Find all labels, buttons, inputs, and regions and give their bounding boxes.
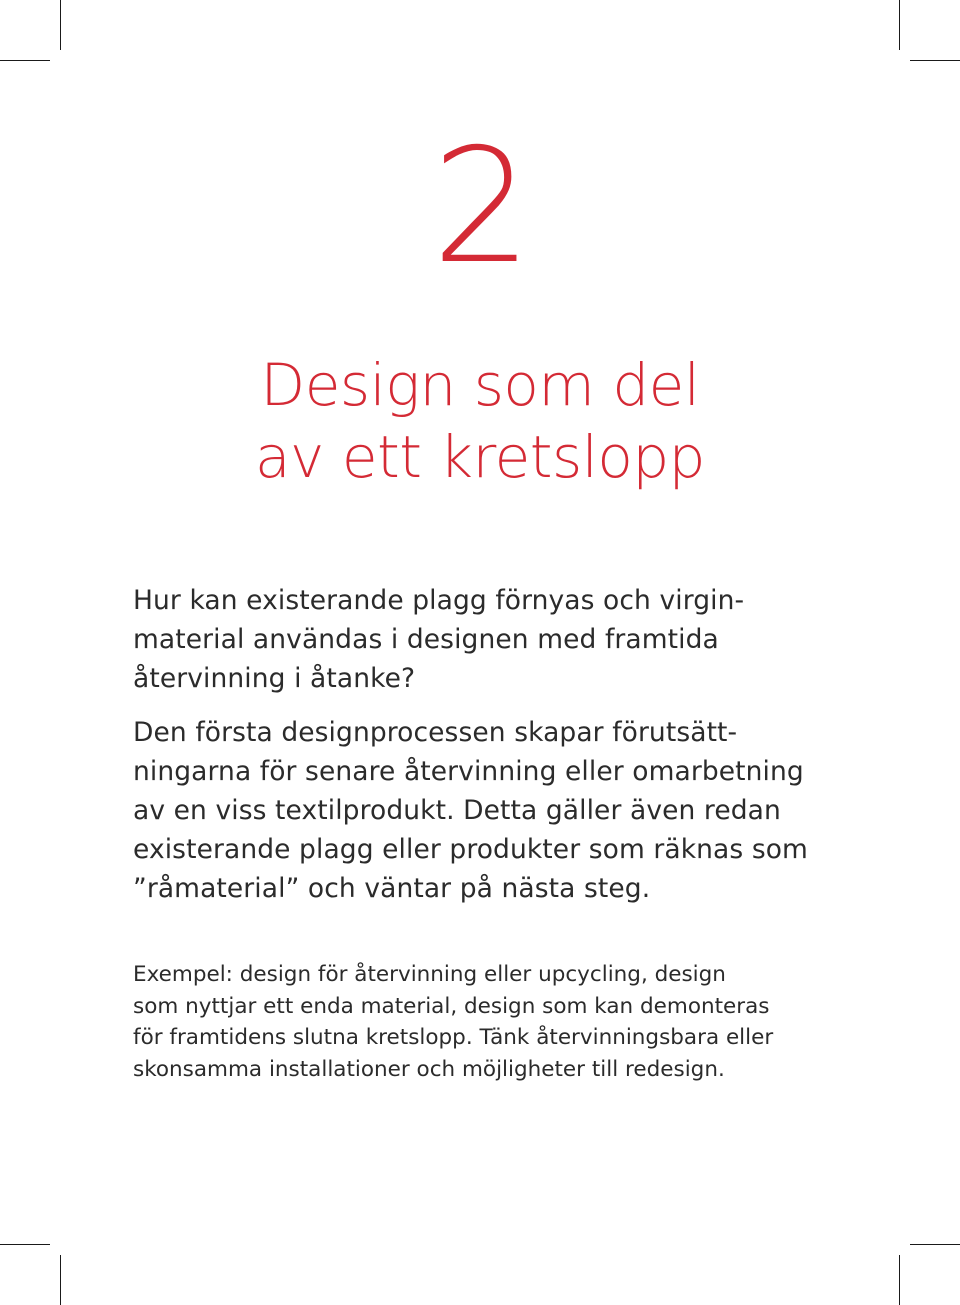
question-line: Hur kan existerande plagg förnyas och virgin- [133,585,745,616]
intro-line: existerande plagg eller produkter som räknas som [133,834,808,865]
crop-mark-top-right-horizontal [910,60,960,61]
chapter-title-line: av ett kretslopp [255,423,705,491]
crop-mark-top-right-vertical [899,0,900,50]
crop-mark-bottom-right-horizontal [910,1244,960,1245]
question-line: material användas i designen med framtida [133,624,719,655]
crop-mark-top-left-horizontal [0,60,50,61]
question-paragraph [133,581,744,698]
intro-paragraph [133,713,808,908]
intro-line: av en viss textilprodukt. Detta gäller även redan [133,795,781,826]
intro-line: ningarna för senare återvinning eller omarbetning [133,756,804,787]
chapter-title-line: Design som del [260,351,700,419]
crop-mark-bottom-left-vertical [60,1255,61,1305]
question-line: återvinning i åtanke? [133,663,416,694]
example-line: för framtidens slutna kretslopp. Tänk återvinningsbara eller [133,1025,774,1050]
crop-mark-bottom-right-vertical [899,1255,900,1305]
example-paragraph [133,959,773,1085]
example-line: som nyttjar ett enda material, design som kan demonteras [133,993,770,1019]
intro-line: ”råmaterial” och väntar på nästa steg. [133,873,651,904]
intro-line: Den första designprocessen skapar förutsätt- [133,717,738,748]
chapter-title [0,349,960,493]
chapter-number: 2 [431,115,529,299]
crop-mark-bottom-left-horizontal [0,1244,50,1245]
example-line: Exempel: design för återvinning eller upcycling, design [133,962,726,987]
example-line: skonsamma installationer och möjligheter till redesign. [133,1056,725,1082]
crop-mark-top-left-vertical [60,0,61,50]
